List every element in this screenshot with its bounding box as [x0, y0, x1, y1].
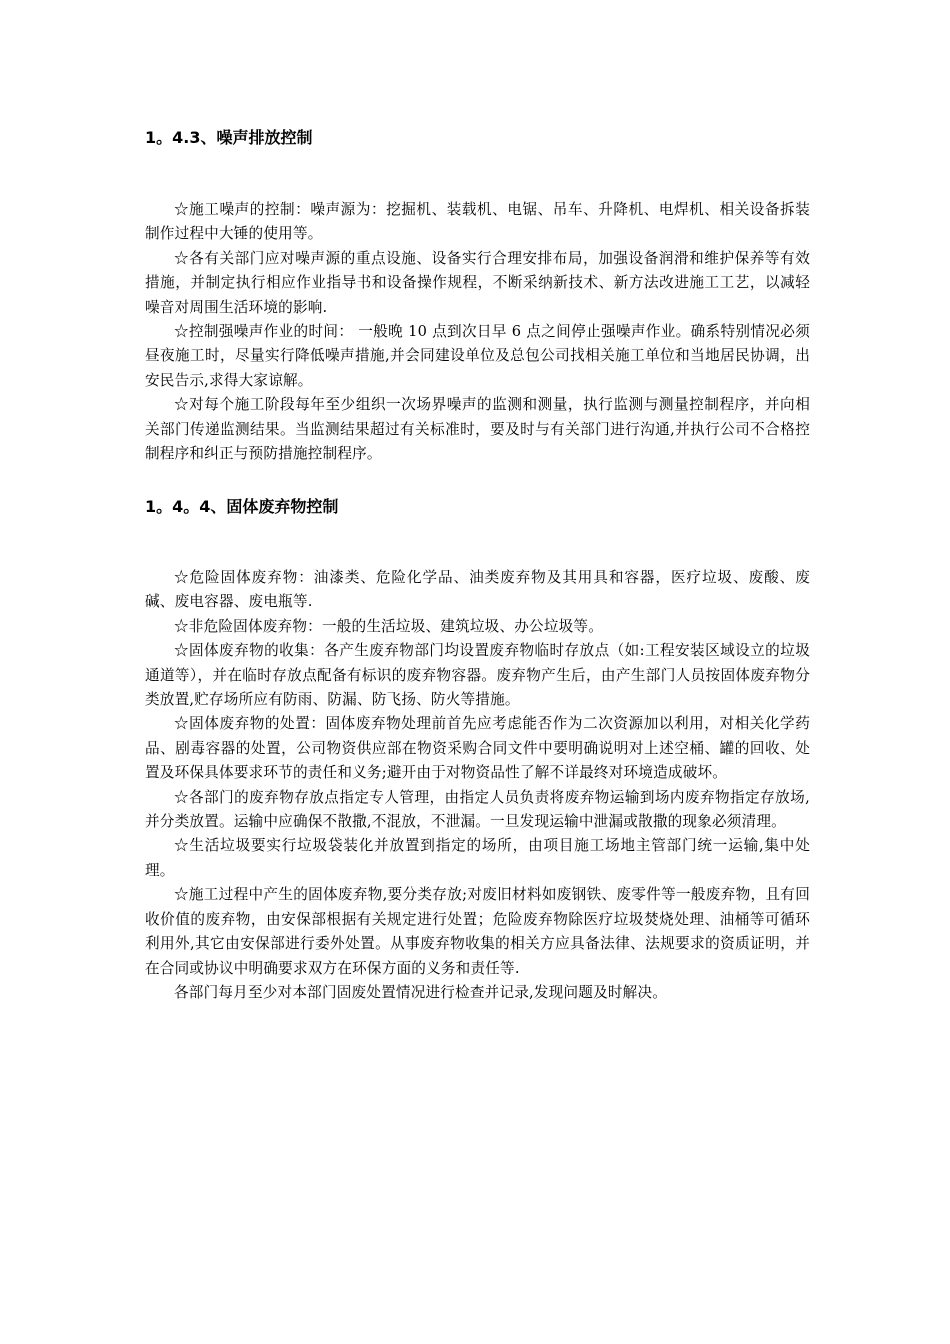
section-heading-solid-waste-control: 1。4。4、固体废弃物控制 [145, 497, 339, 516]
section-body-solid-waste-control [145, 566, 810, 1005]
paragraph: ☆施工过程中产生的固体废弃物,要分类存放;对废旧材料如废钢铁、废零件等一般废弃物，且有回收价值的废弃物，由安保部根据有关规定进行处置；危险废弃物除医疗垃圾焚烧处理、油桶等可循环利用外,其它由安保部进行委外处置。从事废弃物收集的相关方应具备法律、法规要求的资质证明，并在合同或协议中明确要求双方在环保方面的义务和责任等. [145, 886, 810, 977]
section-body-noise-control [145, 198, 810, 466]
paragraph: ☆施工噪声的控制：噪声源为：挖掘机、装载机、电锯、吊车、升降机、电焊机、相关设备拆装制作过程中大锤的使用等。 [145, 201, 810, 243]
paragraph: ☆危险固体废弃物：油漆类、危险化学品、油类废弃物及其用具和容器，医疗垃圾、废酸、废碱、废电容器、废电瓶等. [145, 569, 810, 611]
paragraph: ☆固体废弃物的处置：固体废弃物处理前首先应考虑能否作为二次资源加以利用，对相关化学药品、剧毒容器的处置，公司物资供应部在物资采购合同文件中要明确说明对上述空桶、罐的回收、处置及环保具体要求环节的责任和义务;避开由于对物资品性了解不详最终对环境造成破坏。 [145, 715, 810, 782]
paragraph: ☆非危险固体废弃物：一般的生活垃圾、建筑垃圾、办公垃圾等。 [174, 617, 604, 635]
paragraph: ☆生活垃圾要实行垃圾袋装化并放置到指定的场所，由项目施工场地主管部门统一运输,集中处理。 [145, 837, 810, 879]
paragraph: 各部门每月至少对本部门固废处置情况进行检查并记录,发现问题及时解决。 [174, 983, 668, 1001]
paragraph: ☆各部门的废弃物存放点指定专人管理，由指定人员负责将废弃物运输到场内废弃物指定存放场,并分类放置。运输中应确保不散撒,不混放，不泄漏。一旦发现运输中泄漏或散撒的现象必须清理。 [145, 788, 810, 831]
paragraph: ☆控制强噪声作业的时间： 一般晚 10 点到次日早 6 点之间停止强噪声作业。确系特别情况必须昼夜施工时，尽量实行降低噪声措施,并会同建设单位及总包公司找相关施工单位和当地居民协调，出安民告示,求得大家谅解。 [145, 323, 810, 389]
section-heading-noise-control: 1。4.3、噪声排放控制 [145, 128, 313, 147]
paragraph: ☆各有关部门应对噪声源的重点设施、设备实行合理安排布局，加强设备润滑和维护保养等有效措施，并制定执行相应作业指导书和设备操作规程，不断采纳新技术、新方法改进施工工艺，以减轻噪音对周围生活环境的影响. [145, 249, 810, 316]
paragraph: ☆固体废弃物的收集：各产生废弃物部门均设置废弃物临时存放点（如:工程安装区域设立的垃圾通道等），并在临时存放点配备有标识的废弃物容器。废弃物产生后，由产生部门人员按固体废弃物分类放置,贮存场所应有防雨、防漏、防飞扬、防火等措施。 [145, 642, 810, 709]
paragraph: ☆对每个施工阶段每年至少组织一次场界噪声的监测和测量，执行监测与测量控制程序，并向相关部门传递监测结果。当监测结果超过有关标准时，要及时与有关部门进行沟通,并执行公司不合格控制程序和纠正与预防措施控制程序。 [145, 396, 810, 463]
